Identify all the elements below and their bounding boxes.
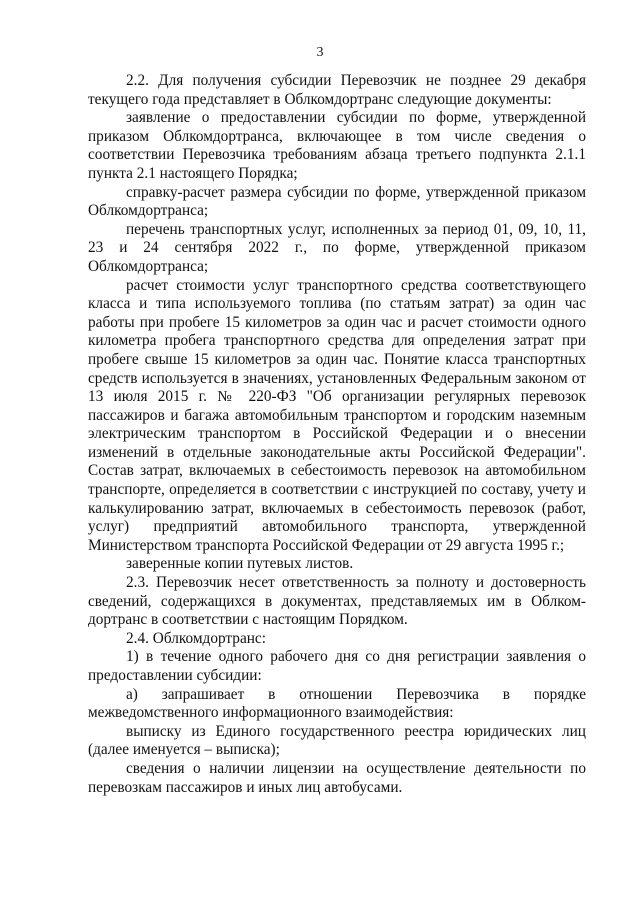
paragraph-2-2: 2.2. Для получения субсидии Перевозчик не позднее 29 декабря текущего года представляет в Облкомдортранс следующие документы: — [88, 72, 586, 108]
paragraph-application: заявление о предоставлении субсидии по форме, утвержденной приказом Облкомдортранса, включающее в том числе сведения о соответствии Перевозчика требованиям абзаца третьего подпункта 2.1.1 пункта 2.1 настоящего Порядка; — [88, 109, 586, 182]
paragraph-waybills: заверенные копии путевых листов. — [126, 555, 354, 573]
page-number: 3 — [316, 45, 324, 60]
paragraph-2-4: 2.4. Облкомдортранс: — [126, 629, 266, 647]
paragraph-2-4-item-a: а) запрашивает в отношении Перевозчика в порядке межведомственного информационного взаимодействия: — [88, 685, 586, 722]
paragraph-cost-calculation: расчет стоимости услуг транспортного средства соответствующего класса и типа используемого топлива (по статьям затрат) за один час работы при пробеге 15 километров за один час и расчет стоимости одного километра пробега транспортного средства для определения затрат при пробеге свыше 15 километров за один час. Понятие класса транспортных средств используется в значениях, установленных Федеральным законом от 13 июля 2015 г. № 220-ФЗ "Об организации регулярных перевозок пассажиров и багажа автомобильным транспортом и городским наземным электрическим транспортом в Российской Федерации и о внесении изменений в отдельные законодательные акты Российской Федерации". Состав затрат, включаемых в себестоимость перевозок на автомобильном транспорте, определяется в соответствии с инструкцией по составу, учету и калькулированию затрат, включаемых в себестоимость перевозок (работ, услуг) предприятий автомобильного транспорта, утвержденной Министерством транспорта Российской Федерации от 29 августа 1995 г.; — [88, 276, 586, 554]
paragraph-extract: выписку из Единого государственного реестра юридических лиц (далее именуется – выписка); — [88, 722, 586, 759]
paragraph-2-4-item-1: 1) в течение одного рабочего дня со дня регистрации заявления о предоставлении субсидии: — [88, 648, 586, 684]
paragraph-license: сведения о наличии лицензии на осуществление деятельности по перевозкам пассажиров и иных лиц автобусами. — [88, 759, 586, 796]
paragraph-services-list: перечень транспортных услуг, исполненных за период 01, 09, 10, 11, 23 и 24 сентября 2022 г., по форме, утвержденной приказом Облкомдортранса; — [88, 220, 586, 275]
paragraph-calculation-certificate: справку-расчет размера субсидии по форме, утвержденной приказом Облкомдортранса; — [88, 183, 586, 220]
document-body — [88, 72, 586, 797]
paragraph-2-3: 2.3. Перевозчик несет ответственность за полноту и достоверность сведений, содержащихся в документах, представляемых им в Облком-дортранс в соответствии с настоящим Порядком. — [88, 574, 586, 629]
